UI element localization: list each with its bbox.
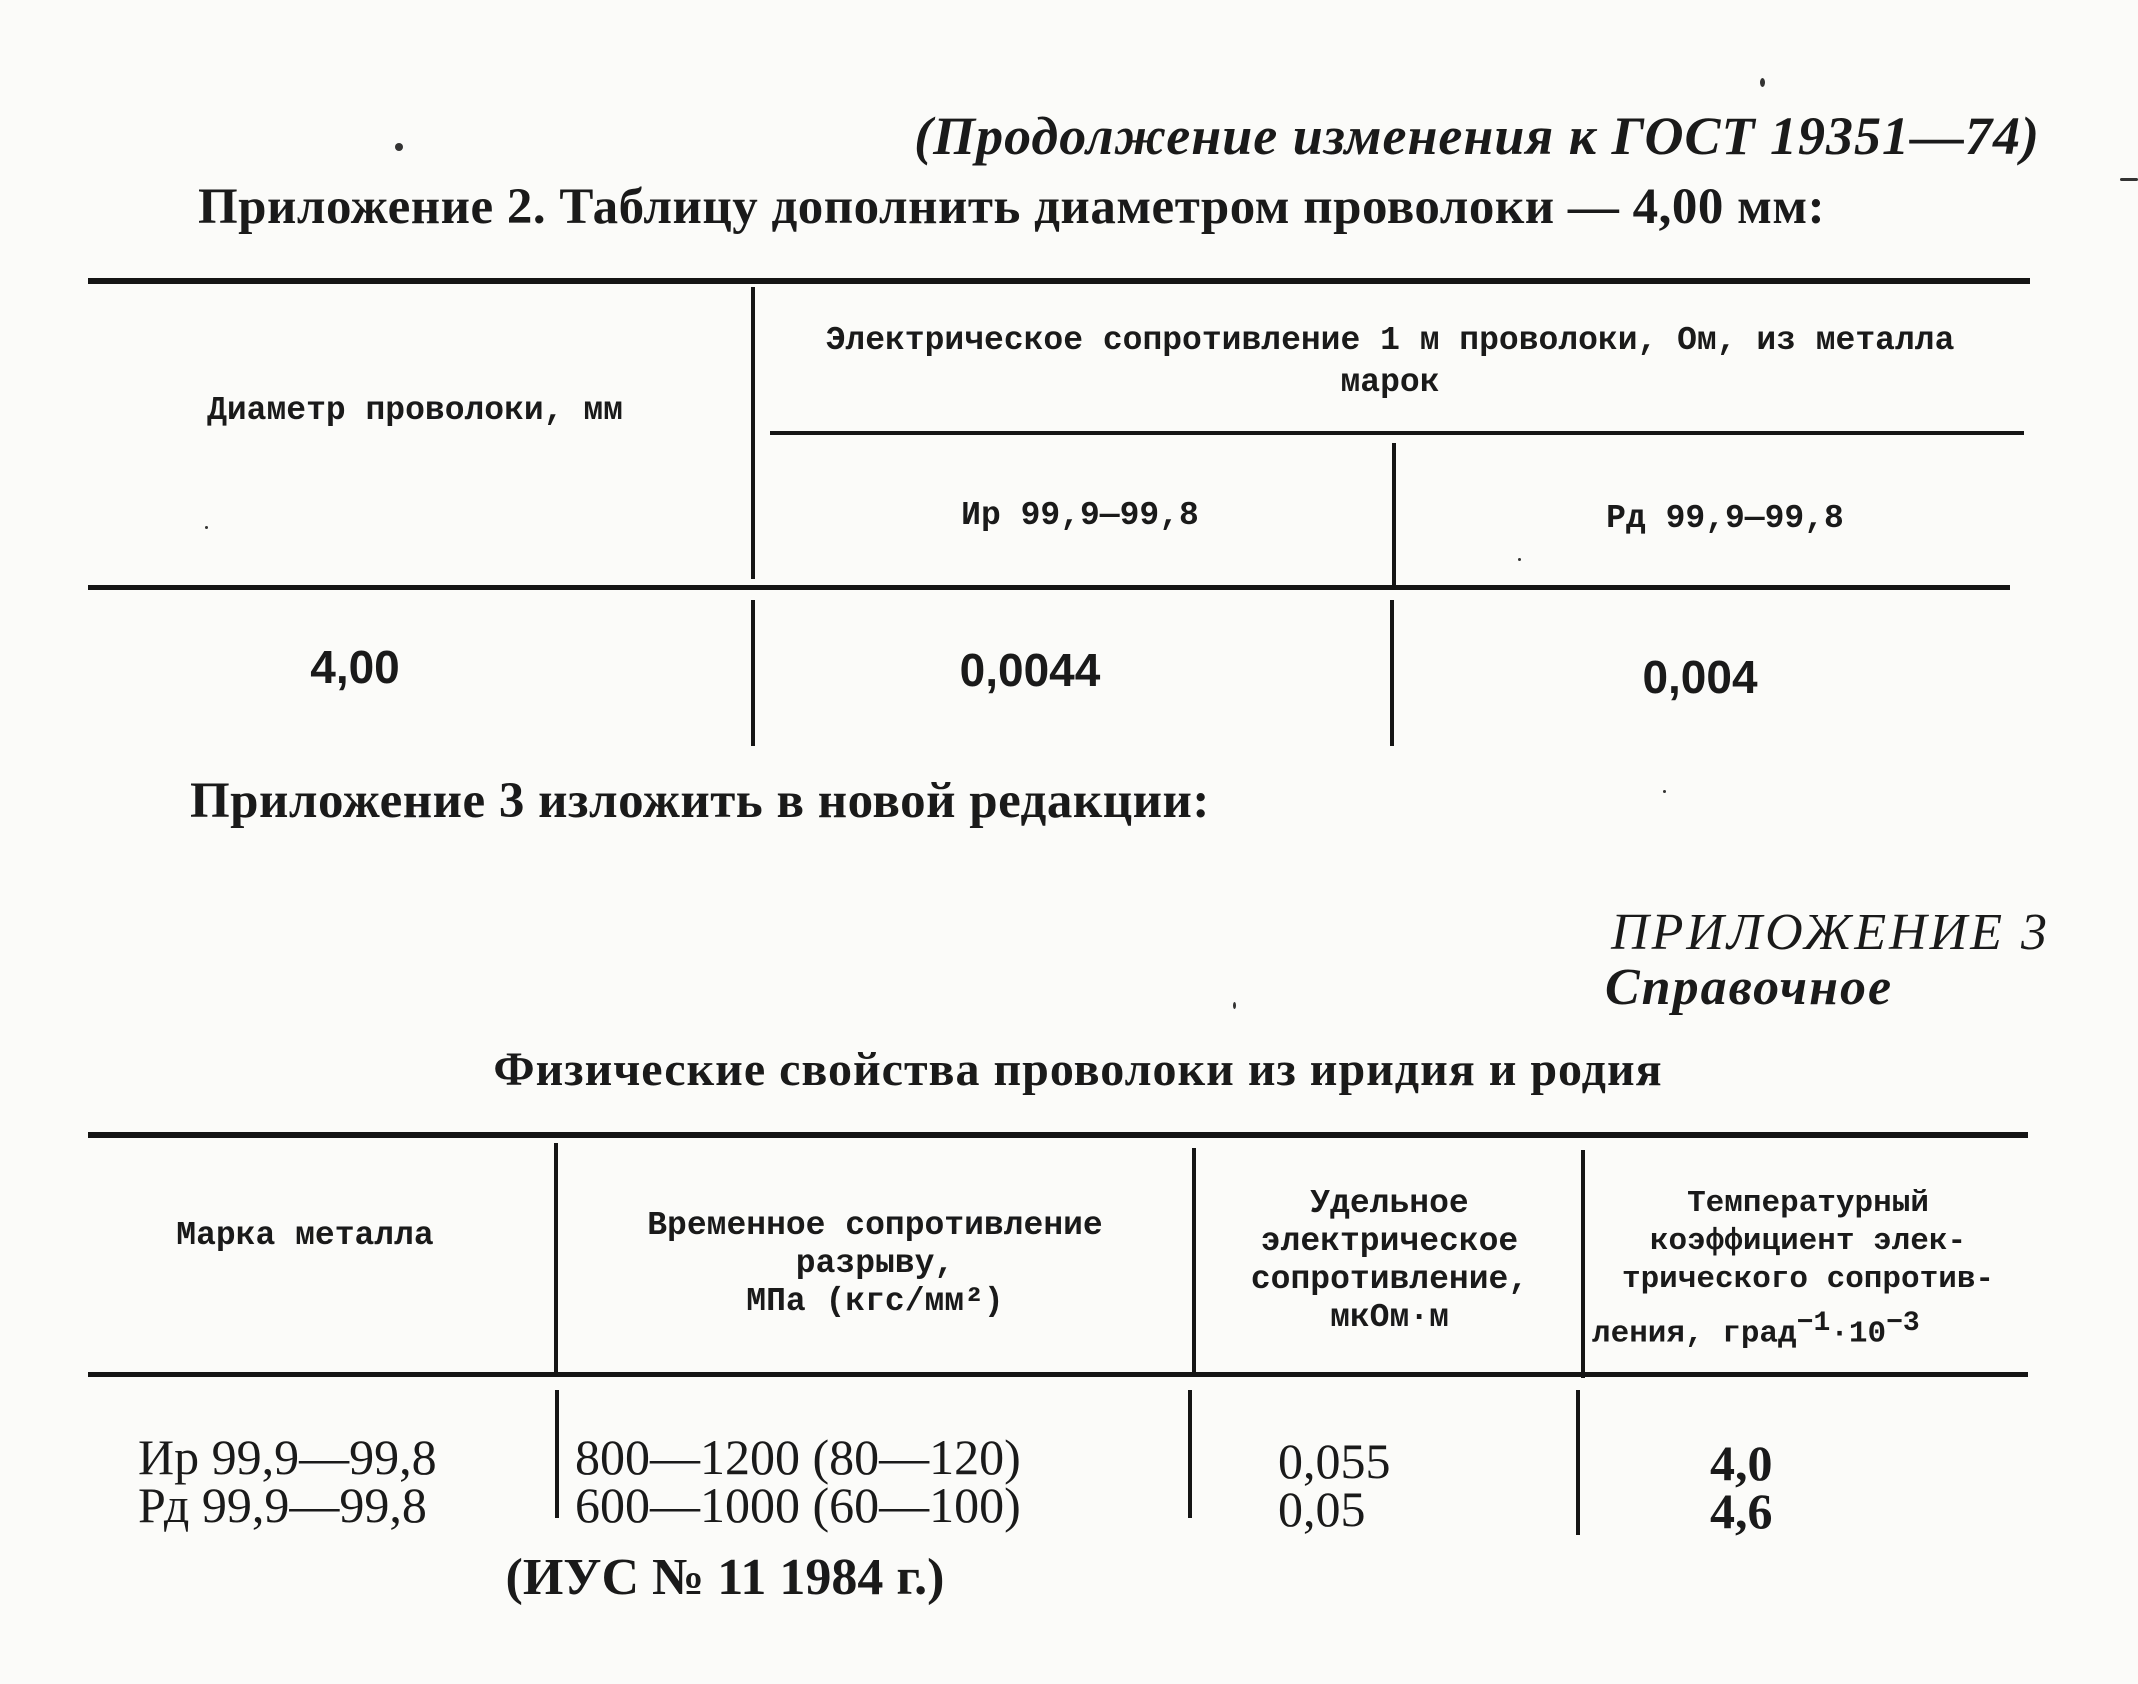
table1-col-diameter: Диаметр проволоки, мм xyxy=(207,392,623,429)
appendix3-label: ПРИЛОЖЕНИЕ 3 xyxy=(1611,904,2050,961)
table1-col-rd: Рд 99,9—99,8 xyxy=(1606,500,1844,537)
appendix3-note: Приложение 3 изложить в новой редакции: xyxy=(190,773,1210,829)
table2-row2-tensile: 600—1000 (60—100) xyxy=(575,1477,1021,1533)
table2-row1-tempcoef: 4,0 xyxy=(1710,1435,1773,1491)
footer-source: (ИУС № 11 1984 г.) xyxy=(505,1549,945,1606)
table2-row2-tempcoef: 4,6 xyxy=(1710,1483,1773,1539)
table2-vline-4 xyxy=(555,1390,559,1518)
table2-vline-6 xyxy=(1576,1390,1580,1535)
table1-col-resistance-group: Электрическое сопротивление 1 м проволоки, Ом, из металла марок xyxy=(825,322,1955,401)
continuation-header: (Продолжение изменения к ГОСТ 19351—74) xyxy=(914,106,2040,166)
table1-cell-ir: 0,0044 xyxy=(959,644,1101,696)
table1-cell-rd: 0,004 xyxy=(1642,651,1758,703)
table2-title: Физические свойства проволоки из иридия и родия xyxy=(493,1043,1663,1096)
scan-speck xyxy=(1760,78,1765,87)
table2-col-tensile-line2: разрыву, xyxy=(795,1245,955,1282)
table1-vline-1 xyxy=(751,287,755,579)
table2-row1-resistivity: 0,055 xyxy=(1278,1433,1391,1489)
table2-row1-tensile: 800—1200 (80—120) xyxy=(575,1429,1021,1485)
scan-speck xyxy=(1233,1002,1236,1009)
table2-col-tensile-line3: МПа (кгс/мм²) xyxy=(746,1283,1004,1320)
table2-col-tempcoef-exp2: −3 xyxy=(1886,1308,1920,1339)
table2-header-rule xyxy=(88,1372,2028,1377)
table2-vline-5 xyxy=(1188,1390,1192,1518)
table2-vline-2 xyxy=(1192,1148,1196,1376)
table2-col-resistivity-line2: электрическое xyxy=(1260,1223,1519,1260)
table2-col-tempcoef-mult: ·10 xyxy=(1830,1316,1887,1352)
table1-vline-4 xyxy=(1390,600,1394,746)
table2-row2-grade: Рд 99,9—99,8 xyxy=(138,1477,427,1533)
table2-row1-grade: Ир 99,9—99,8 xyxy=(138,1429,437,1485)
scan-speck xyxy=(1518,558,1521,561)
table1-header-rule xyxy=(88,585,2010,590)
table2-col-tempcoef-line3: трического сопротив- xyxy=(1621,1262,1995,1297)
table1-vline-3 xyxy=(751,600,755,746)
scan-speck xyxy=(395,143,403,151)
table2-col-resistivity xyxy=(1202,1185,1577,1337)
table2-col-grade: Марка металла xyxy=(176,1217,434,1254)
table2-col-tempcoef-exp1: −1 xyxy=(1796,1308,1831,1339)
table2-col-resistivity-line1: Удельное xyxy=(1310,1185,1469,1222)
scan-speck xyxy=(205,526,208,529)
table2-col-tempcoef xyxy=(1588,1185,2028,1353)
table2-col-tensile-line1: Временное сопротивление xyxy=(647,1207,1103,1244)
scan-speck xyxy=(2120,178,2138,181)
table2-col-tempcoef-line4 xyxy=(1588,1305,2028,1353)
table1-cell-diameter: 4,00 xyxy=(310,641,400,693)
appendix2-note: Приложение 2. Таблицу дополнить диаметром проволоки — 4,00 мм: xyxy=(198,179,1826,235)
table1-top-rule xyxy=(88,278,2030,284)
table2-col-tempcoef-unit: ления, град xyxy=(1592,1316,1797,1352)
table1-subheader-rule xyxy=(770,431,2024,435)
table2-col-resistivity-line4: мкОм·м xyxy=(1330,1299,1449,1336)
table2-col-tempcoef-line2: коэффициент элек- xyxy=(1649,1224,1967,1259)
appendix3-kind: Справочное xyxy=(1605,959,1894,1016)
table2-top-rule xyxy=(88,1132,2028,1138)
table2-vline-3 xyxy=(1581,1150,1585,1378)
table2-col-resistivity-line3: сопротивление, xyxy=(1250,1261,1529,1298)
table2-vline-1 xyxy=(554,1143,558,1373)
table2-col-tempcoef-line1: Температурный xyxy=(1687,1186,1929,1221)
table1-col-ir: Ир 99,9—99,8 xyxy=(961,497,1199,534)
table2-row2-resistivity: 0,05 xyxy=(1278,1481,1366,1537)
table2-col-tensile xyxy=(570,1207,1180,1321)
scan-speck xyxy=(1663,790,1666,793)
table1-vline-2 xyxy=(1392,443,1396,589)
